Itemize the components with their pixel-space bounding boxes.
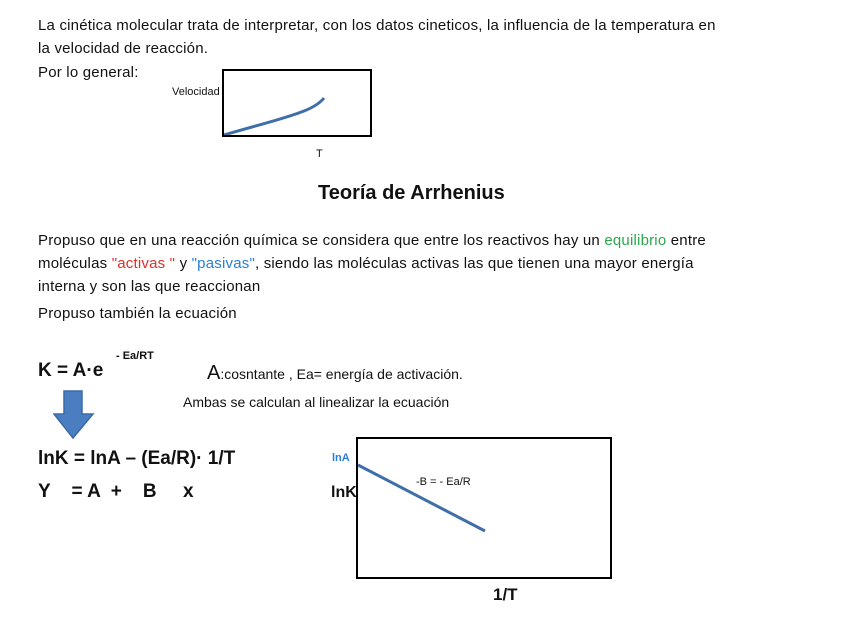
- paragraph-text-c: moléculas: [38, 255, 112, 272]
- chart2-xlabel: 1/T: [493, 585, 518, 604]
- chart2-line: [358, 439, 610, 577]
- a-desc-text: :cosntante , Ea= energía de activación.: [220, 366, 463, 382]
- arrhenius-equation: K = A·e: [38, 360, 104, 381]
- chart1-xlabel: T: [316, 148, 323, 160]
- por-lo-general-label: Por lo general:: [38, 64, 139, 81]
- paragraph-text-y: y: [175, 255, 192, 272]
- linealizar-text: Ambas se calculan al linealizar la ecuación: [183, 394, 450, 410]
- chart2-frame: [356, 437, 612, 579]
- intro-line-2: la velocidad de reacción.: [38, 40, 209, 57]
- chart2-ylabel: lnK: [331, 484, 357, 501]
- paragraph-line-1: [38, 230, 706, 252]
- chart1-frame: [222, 69, 372, 137]
- propuso-ecuacion: Propuso también la ecuación: [38, 305, 237, 322]
- ln-equation: lnK = lnA – (Ea/R)· 1/T: [38, 448, 236, 469]
- paragraph-line-3: interna y son las que reaccionan: [38, 278, 261, 295]
- page-title: Teoría de Arrhenius: [318, 182, 505, 204]
- intro-line-1: La cinética molecular trata de interpretar, con los datos cineticos, la influencia de la temperatura en: [38, 17, 716, 34]
- chart2-slope-label: -B = - Ea/R: [416, 476, 471, 488]
- equation-exponent: - Ea/RT: [116, 350, 154, 362]
- linear-equation: Y = A + B x: [38, 481, 194, 502]
- paragraph-line-2: [38, 253, 694, 275]
- chart1-ylabel: Velocidad: [172, 86, 220, 98]
- chart2-intercept-label: lnA: [332, 452, 350, 464]
- activas-word: "activas ": [111, 255, 176, 272]
- paragraph-text-d: , siendo las moléculas activas las que tienen una mayor energía: [254, 255, 694, 272]
- down-arrow-icon: [53, 390, 95, 440]
- paragraph-text-a: Propuso que en una reacción química se considera que entre los reactivos hay un: [38, 232, 605, 249]
- a-label: A: [207, 362, 221, 384]
- a-description: [207, 362, 463, 385]
- chart1-curve: [224, 71, 370, 135]
- pasivas-word: "pasivas": [191, 255, 255, 272]
- paragraph-text-b: entre: [666, 232, 706, 249]
- equilibrio-word: equilibrio: [604, 232, 667, 249]
